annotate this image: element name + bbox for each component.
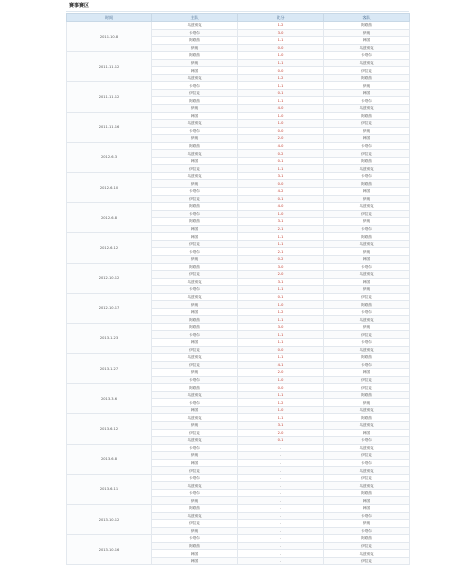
match-score: 1-1 [238, 354, 324, 362]
match-score: 2-0 [238, 429, 324, 437]
home-team: 乌兹别克 [152, 354, 238, 362]
away-team: 伊拉克 [324, 210, 410, 218]
schedule-panel [66, 2, 409, 565]
away-team: 伊朗 [324, 127, 410, 135]
match-score: 1-1 [238, 165, 324, 173]
home-team: 乌兹别克 [152, 120, 238, 128]
table-row [67, 112, 410, 120]
match-score: 1-1 [238, 331, 324, 339]
match-score: 1-1 [238, 240, 324, 248]
match-schedule-table [66, 13, 410, 565]
match-date: 2013.1.27 [67, 354, 152, 384]
home-team: 韩国 [152, 225, 238, 233]
away-team: 卡塔尔 [324, 527, 410, 535]
match-score: 1-0 [238, 376, 324, 384]
match-score: 1-1 [238, 316, 324, 324]
away-team: 卡塔尔 [324, 263, 410, 271]
away-team: 阿联酋 [324, 157, 410, 165]
away-team: 伊朗 [324, 248, 410, 256]
away-team: 乌兹别克 [324, 482, 410, 490]
home-team: 卡塔尔 [152, 474, 238, 482]
home-team: 韩国 [152, 233, 238, 241]
home-team: 卡塔尔 [152, 399, 238, 407]
match-score: 2-0 [238, 135, 324, 143]
match-score: 0-1 [238, 195, 324, 203]
match-score: 0-0 [238, 346, 324, 354]
table-row [67, 414, 410, 422]
home-team: 乌兹别克 [152, 172, 238, 180]
home-team: 韩国 [152, 67, 238, 75]
away-team: 乌兹别克 [324, 346, 410, 354]
home-team: 韩国 [152, 406, 238, 414]
home-team: 伊拉克 [152, 89, 238, 97]
table-row [67, 22, 410, 30]
away-team: 乌兹别克 [324, 59, 410, 67]
match-score: 2-1 [238, 248, 324, 256]
table-row [67, 505, 410, 513]
match-score: - [238, 467, 324, 475]
home-team: 伊拉克 [152, 240, 238, 248]
match-score: - [238, 489, 324, 497]
match-score: - [238, 459, 324, 467]
away-team: 乌兹别克 [324, 240, 410, 248]
away-team: 韩国 [324, 135, 410, 143]
match-score: 3-1 [238, 218, 324, 226]
away-team: 伊拉克 [324, 376, 410, 384]
away-team: 乌兹别克 [324, 203, 410, 211]
away-team: 卡塔尔 [324, 437, 410, 445]
match-score: 1-1 [238, 37, 324, 45]
away-team: 阿联酋 [324, 535, 410, 543]
home-team: 阿联酋 [152, 505, 238, 513]
match-score: 0-1 [238, 437, 324, 445]
away-team: 伊拉克 [324, 384, 410, 392]
table-row [67, 474, 410, 482]
away-team: 韩国 [324, 278, 410, 286]
away-team: 伊拉克 [324, 150, 410, 158]
match-date: 2013.6.8 [67, 444, 152, 474]
home-team: 伊朗 [152, 59, 238, 67]
home-team: 伊朗 [152, 452, 238, 460]
match-score: 0-0 [238, 127, 324, 135]
away-team: 阿联酋 [324, 74, 410, 82]
away-team: 伊朗 [324, 520, 410, 528]
table-row [67, 323, 410, 331]
away-team: 伊朗 [324, 29, 410, 37]
match-date: 2013.6.11 [67, 474, 152, 504]
match-date: 2013.3.6 [67, 384, 152, 414]
home-team: 伊拉克 [152, 429, 238, 437]
match-score: 1-2 [238, 74, 324, 82]
table-row [67, 293, 410, 301]
away-team: 韩国 [324, 497, 410, 505]
match-score: - [238, 444, 324, 452]
column-header-home: 主队 [152, 14, 238, 22]
match-score: 1-1 [238, 414, 324, 422]
match-score: 1-1 [238, 338, 324, 346]
home-team: 伊拉克 [152, 361, 238, 369]
match-score: 0-0 [238, 384, 324, 392]
table-row [67, 535, 410, 543]
match-date: 2013.6.12 [67, 414, 152, 444]
match-score: 3-0 [238, 323, 324, 331]
away-team: 伊拉克 [324, 474, 410, 482]
home-team: 伊朗 [152, 44, 238, 52]
table-row [67, 52, 410, 60]
match-score: 4-0 [238, 105, 324, 113]
away-team: 卡塔尔 [324, 338, 410, 346]
match-score: 1-0 [238, 406, 324, 414]
home-team: 阿联酋 [152, 203, 238, 211]
match-score: 4-1 [238, 361, 324, 369]
match-score: 1-1 [238, 233, 324, 241]
home-team: 乌兹别克 [152, 512, 238, 520]
home-team: 乌兹别克 [152, 278, 238, 286]
table-row [67, 82, 410, 90]
away-team: 乌兹别克 [324, 271, 410, 279]
away-team: 伊拉克 [324, 331, 410, 339]
away-team: 阿联酋 [324, 233, 410, 241]
table-row [67, 172, 410, 180]
home-team: 卡塔尔 [152, 188, 238, 196]
match-score: 3-0 [238, 263, 324, 271]
match-score: - [238, 520, 324, 528]
away-team: 卡塔尔 [324, 308, 410, 316]
away-team: 伊朗 [324, 195, 410, 203]
away-team: 韩国 [324, 89, 410, 97]
match-score: 1-2 [238, 399, 324, 407]
match-score: 0-0 [238, 67, 324, 75]
away-team: 伊朗 [324, 323, 410, 331]
away-team: 伊拉克 [324, 542, 410, 550]
away-team: 韩国 [324, 369, 410, 377]
away-team: 阿联酋 [324, 391, 410, 399]
column-header-away: 客队 [324, 14, 410, 22]
match-score: 1-1 [238, 286, 324, 294]
home-team: 伊朗 [152, 301, 238, 309]
home-team: 阿联酋 [152, 218, 238, 226]
away-team: 阿联酋 [324, 301, 410, 309]
match-date: 2011.10.8 [67, 22, 152, 52]
match-score: 1-1 [238, 59, 324, 67]
away-team: 乌兹别克 [324, 421, 410, 429]
home-team: 伊朗 [152, 369, 238, 377]
away-team: 卡塔尔 [324, 361, 410, 369]
away-team: 韩国 [324, 255, 410, 263]
away-team: 阿联酋 [324, 112, 410, 120]
home-team: 伊朗 [152, 255, 238, 263]
away-team: 乌兹别克 [324, 467, 410, 475]
match-score: 2-0 [238, 271, 324, 279]
away-team: 韩国 [324, 37, 410, 45]
home-team: 卡塔尔 [152, 376, 238, 384]
home-team: 伊朗 [152, 421, 238, 429]
away-team: 乌兹别克 [324, 165, 410, 173]
home-team: 伊朗 [152, 135, 238, 143]
home-team: 乌兹别克 [152, 414, 238, 422]
match-score: 0-0 [238, 180, 324, 188]
match-score: 0-2 [238, 150, 324, 158]
home-team: 卡塔尔 [152, 444, 238, 452]
match-score: 0-1 [238, 157, 324, 165]
match-score: - [238, 505, 324, 513]
home-team: 卡塔尔 [152, 82, 238, 90]
match-score: 0-2 [238, 255, 324, 263]
home-team: 韩国 [152, 112, 238, 120]
home-team: 卡塔尔 [152, 248, 238, 256]
away-team: 伊朗 [324, 399, 410, 407]
match-date: 2012.6.12 [67, 233, 152, 263]
match-score: - [238, 527, 324, 535]
home-team: 卡塔尔 [152, 127, 238, 135]
table-row [67, 233, 410, 241]
away-team: 乌兹别克 [324, 316, 410, 324]
match-date: 2012.6.3 [67, 142, 152, 172]
home-team: 阿联酋 [152, 316, 238, 324]
match-score: 1-0 [238, 210, 324, 218]
match-date: 2012.10.17 [67, 293, 152, 323]
match-date: 2013.10.16 [67, 535, 152, 565]
table-row [67, 384, 410, 392]
away-team: 阿联酋 [324, 180, 410, 188]
match-score: 1-0 [238, 52, 324, 60]
away-team: 阿联酋 [324, 414, 410, 422]
away-team: 伊拉克 [324, 557, 410, 565]
match-score: 3-1 [238, 172, 324, 180]
away-team: 卡塔尔 [324, 52, 410, 60]
match-score: 1-0 [238, 301, 324, 309]
home-team: 伊拉克 [152, 520, 238, 528]
home-team: 阿联酋 [152, 323, 238, 331]
home-team: 伊拉克 [152, 195, 238, 203]
match-score: 4-0 [238, 142, 324, 150]
table-header-row [67, 14, 410, 22]
away-team: 乌兹别克 [324, 406, 410, 414]
away-team: 卡塔尔 [324, 512, 410, 520]
home-team: 乌兹别克 [152, 74, 238, 82]
home-team: 伊朗 [152, 527, 238, 535]
home-team: 阿联酋 [152, 97, 238, 105]
home-team: 乌兹别克 [152, 293, 238, 301]
away-team: 伊拉克 [324, 293, 410, 301]
table-row [67, 203, 410, 211]
away-team: 韩国 [324, 505, 410, 513]
home-team: 伊朗 [152, 497, 238, 505]
away-team: 伊朗 [324, 218, 410, 226]
home-team: 阿联酋 [152, 52, 238, 60]
home-team: 阿联酋 [152, 37, 238, 45]
match-score: - [238, 452, 324, 460]
match-score: 4-0 [238, 203, 324, 211]
match-score: 2-0 [238, 369, 324, 377]
away-team: 阿联酋 [324, 354, 410, 362]
table-body [67, 22, 410, 565]
away-team: 乌兹别克 [324, 44, 410, 52]
away-team: 韩国 [324, 429, 410, 437]
away-team: 卡塔尔 [324, 172, 410, 180]
away-team: 乌兹别克 [324, 105, 410, 113]
match-score: 1-1 [238, 82, 324, 90]
home-team: 乌兹别克 [152, 437, 238, 445]
home-team: 伊拉克 [152, 346, 238, 354]
match-score: 1-1 [238, 391, 324, 399]
match-score: - [238, 550, 324, 558]
home-team: 乌兹别克 [152, 150, 238, 158]
match-score: 0-1 [238, 89, 324, 97]
away-team: 伊拉克 [324, 452, 410, 460]
match-date: 2012.6.10 [67, 172, 152, 202]
match-score: - [238, 497, 324, 505]
match-score: 3-1 [238, 278, 324, 286]
match-date: 2013.1.23 [67, 323, 152, 353]
match-date: 2012.10.12 [67, 263, 152, 293]
home-team: 卡塔尔 [152, 286, 238, 294]
away-team: 乌兹别克 [324, 550, 410, 558]
match-score: - [238, 535, 324, 543]
home-team: 卡塔尔 [152, 29, 238, 37]
table-row [67, 444, 410, 452]
home-team: 伊拉克 [152, 165, 238, 173]
column-header-score: 比分 [238, 14, 324, 22]
match-score: 1-0 [238, 120, 324, 128]
home-team: 韩国 [152, 157, 238, 165]
home-team: 卡塔尔 [152, 535, 238, 543]
home-team: 阿联酋 [152, 263, 238, 271]
table-row [67, 354, 410, 362]
match-date: 2013.10.12 [67, 505, 152, 535]
match-date: 2011.11.16 [67, 112, 152, 142]
home-team: 伊拉克 [152, 467, 238, 475]
home-team: 乌兹别克 [152, 22, 238, 30]
away-team: 乌兹别克 [324, 444, 410, 452]
away-team: 阿联酋 [324, 489, 410, 497]
away-team: 伊朗 [324, 286, 410, 294]
away-team: 伊朗 [324, 82, 410, 90]
match-score: 0-1 [238, 293, 324, 301]
home-team: 阿联酋 [152, 142, 238, 150]
match-date: 2011.11.12 [67, 82, 152, 112]
away-team: 伊拉克 [324, 120, 410, 128]
home-team: 伊朗 [152, 180, 238, 188]
home-team: 韩国 [152, 338, 238, 346]
match-score: 2-1 [238, 225, 324, 233]
away-team: 卡塔尔 [324, 97, 410, 105]
match-score: 3-1 [238, 421, 324, 429]
home-team: 卡塔尔 [152, 489, 238, 497]
column-header-time: 时间 [67, 14, 152, 22]
home-team: 韩国 [152, 308, 238, 316]
home-team: 乌兹别克 [152, 391, 238, 399]
match-score: 0-0 [238, 44, 324, 52]
section-title: 赛事赛区 [66, 2, 409, 12]
match-date: 2011.11.12 [67, 52, 152, 82]
home-team: 韩国 [152, 550, 238, 558]
match-score: - [238, 542, 324, 550]
home-team: 韩国 [152, 557, 238, 565]
match-score: 1-2 [238, 308, 324, 316]
away-team: 阿联酋 [324, 22, 410, 30]
away-team: 卡塔尔 [324, 459, 410, 467]
table-row [67, 263, 410, 271]
match-score: - [238, 474, 324, 482]
match-score: - [238, 557, 324, 565]
match-score: 1-1 [238, 97, 324, 105]
match-score: - [238, 482, 324, 490]
home-team: 阿联酋 [152, 542, 238, 550]
table-row [67, 142, 410, 150]
match-score: - [238, 512, 324, 520]
home-team: 卡塔尔 [152, 331, 238, 339]
match-score: 3-0 [238, 29, 324, 37]
home-team: 伊朗 [152, 105, 238, 113]
away-team: 韩国 [324, 188, 410, 196]
home-team: 伊拉克 [152, 271, 238, 279]
home-team: 韩国 [152, 459, 238, 467]
home-team: 卡塔尔 [152, 210, 238, 218]
match-score: 4-2 [238, 188, 324, 196]
match-score: 1-2 [238, 22, 324, 30]
home-team: 乌兹别克 [152, 482, 238, 490]
match-score: 1-0 [238, 112, 324, 120]
away-team: 卡塔尔 [324, 225, 410, 233]
away-team: 卡塔尔 [324, 142, 410, 150]
away-team: 伊拉克 [324, 67, 410, 75]
home-team: 阿联酋 [152, 384, 238, 392]
match-date: 2012.6.8 [67, 203, 152, 233]
